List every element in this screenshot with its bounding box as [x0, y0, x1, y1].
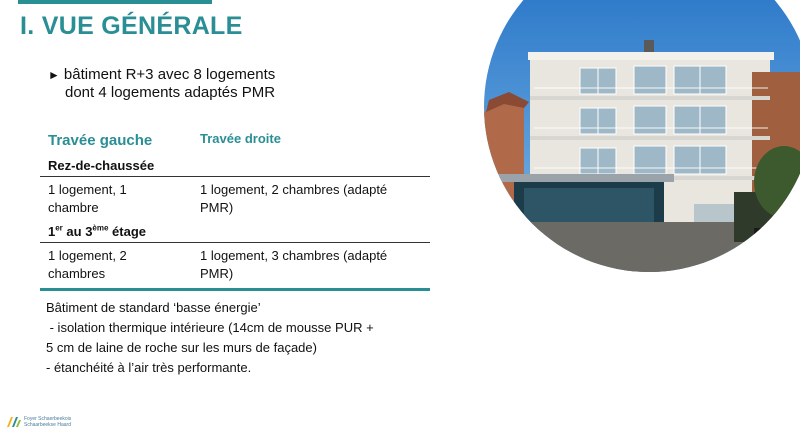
notes-line: Bâtiment de standard ‘basse énergie’	[46, 300, 261, 315]
section-ground-floor: Rez-de-chaussée	[48, 158, 155, 173]
building-photo	[484, 0, 800, 272]
foyer-logo-icon	[6, 416, 22, 428]
table-bottom-rule	[40, 288, 430, 291]
table-rule	[40, 176, 430, 177]
table-rule	[40, 242, 430, 243]
notes-line: - étanchéité à l’air très performante.	[46, 360, 252, 375]
ground-left-cell: 1 logement, 1 chambre	[48, 182, 127, 215]
bullet-line-2: dont 4 logements adaptés PMR	[65, 84, 276, 101]
header-left-bay: Travée gauche	[48, 132, 153, 149]
slide-title: I. VUE GÉNÉRALE	[20, 12, 243, 40]
notes-line: 5 cm de laine de roche sur les murs de façade)	[46, 340, 317, 355]
bullet-line-1: bâtiment R+3 avec 8 logements	[63, 66, 276, 83]
upper-right-cell: 1 logement, 3 chambres (adapté PMR)	[200, 248, 388, 281]
energy-notes	[46, 298, 374, 378]
section-upper-floors: 1er au 3ème étage	[48, 223, 147, 239]
ground-right-cell: 1 logement, 2 chambres (adapté PMR)	[200, 182, 388, 215]
summary-bullet	[48, 66, 275, 101]
notes-line: - isolation thermique intérieure (14cm de mousse PUR +	[46, 320, 374, 335]
logo-line-2: Schaarbeekse Haard	[24, 422, 71, 428]
top-accent-rule	[18, 0, 212, 4]
upper-left-cell: 1 logement, 2 chambres	[48, 248, 127, 281]
foyer-logo	[6, 416, 71, 428]
bullet-arrow-icon: ►	[48, 68, 60, 82]
logo-line-1: Foyer Schaerbeekois	[24, 416, 72, 422]
header-right-bay: Travée droite	[200, 131, 281, 146]
